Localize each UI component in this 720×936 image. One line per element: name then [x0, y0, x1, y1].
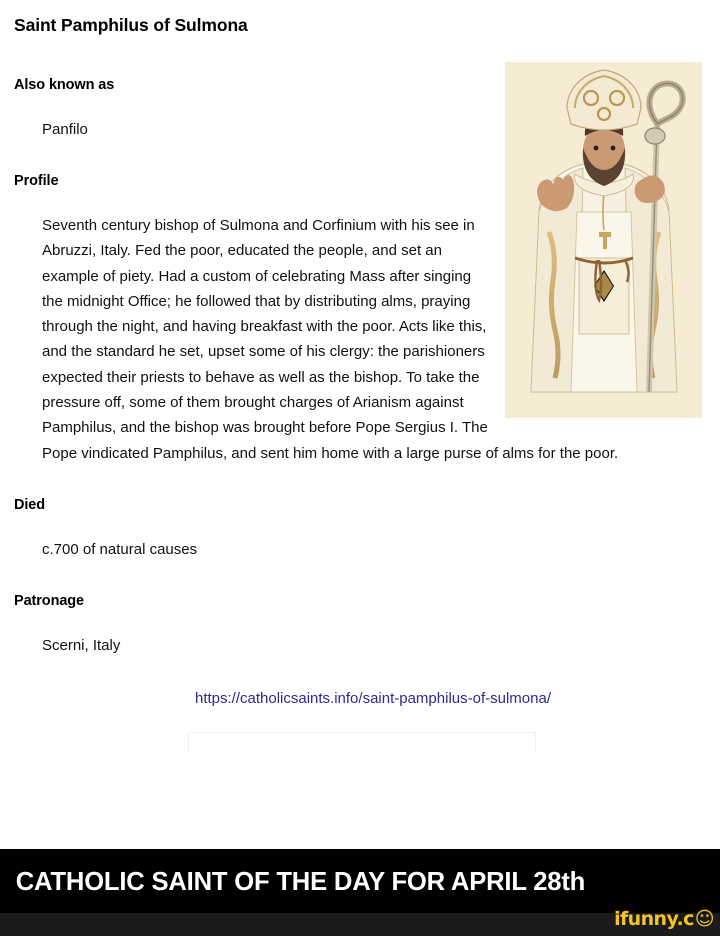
died-value: c.700 of natural causes	[42, 540, 198, 558]
section-heading-profile: Profile	[14, 173, 59, 189]
spacer	[14, 466, 710, 496]
embed-placeholder-box	[188, 732, 536, 752]
watermark-text: ifunny.c	[614, 907, 694, 930]
also-known-as-value: Panfilo	[42, 121, 88, 138]
caption-banner	[0, 849, 720, 913]
spacer	[14, 562, 710, 592]
patronage-value: Scerni, Italy	[42, 636, 121, 654]
section-heading-also-known-as: Also known as	[14, 77, 115, 93]
spacer	[14, 658, 710, 688]
smiley-icon: ☺	[694, 907, 714, 930]
profile-text: Seventh century bishop of Sulmona and Corfinium with his see in Abruzzi, Italy. Fed the poor, educated the people, and set an example of piety. Had a custom of celebrating Mass after singing the midnight Office; he followed that by distributing alms, praying through the night, and having breakfast with the poor. Acts like this, and the standard he set, upset some of his clergy: the parishioners expected their priests to behave as well as the bishop. To take the pressure off, some of them brought charges of Arianism against Pamphilus, and the bishop was brought before Pope Sergius I. The Pope vindicated Pamphilus, and sent him home with a large purse of alms for the poor.	[42, 217, 619, 462]
ifunny-watermark	[614, 907, 714, 931]
source-link-row	[14, 688, 710, 710]
footer-strip	[0, 913, 720, 936]
section-heading-patronage: Patronage	[14, 592, 85, 609]
saint-pamphilus-bishop-illustration	[505, 62, 702, 418]
spacer	[14, 515, 710, 537]
source-link[interactable]: https://catholicsaints.info/saint-pamphilus-of-sulmona/	[194, 689, 551, 707]
spacer	[14, 611, 710, 633]
section-heading-died: Died	[14, 496, 46, 513]
caption-banner-text: CATHOLIC SAINT OF THE DAY FOR APRIL 28th	[15, 865, 586, 896]
page-title: Saint Pamphilus of Sulmona	[14, 15, 248, 35]
